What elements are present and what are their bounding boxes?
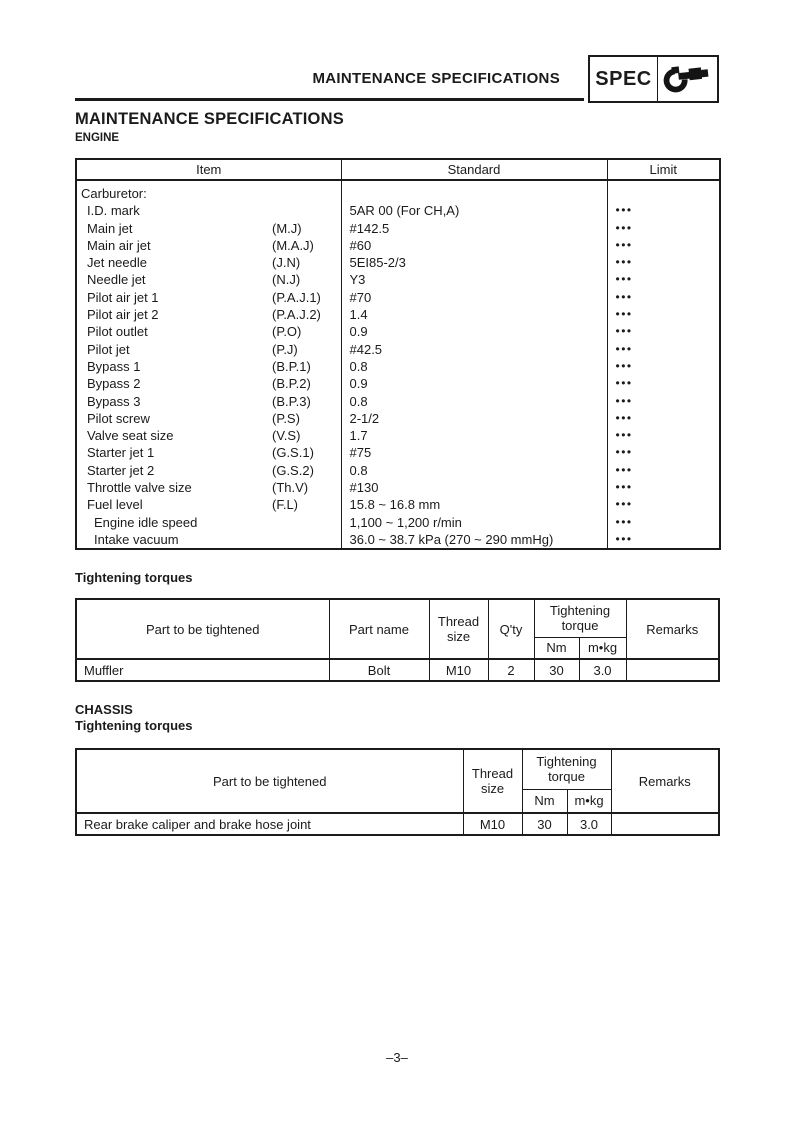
item-label: Bypass 3 xyxy=(87,393,141,409)
thread-size-value: M10 xyxy=(429,659,488,681)
item-label: Starter jet 2 xyxy=(87,462,155,478)
item-abbr: (P.S) xyxy=(272,410,300,426)
table-row xyxy=(76,393,720,410)
table-header-row xyxy=(76,749,719,789)
limit-value: ••• xyxy=(607,202,720,219)
standard-value: 36.0 ~ 38.7 kPa (270 ~ 290 mmHg) xyxy=(341,531,607,549)
table-row xyxy=(76,514,720,531)
standard-value xyxy=(341,180,607,202)
table-row xyxy=(76,531,720,549)
section-label-chassis: CHASSIS xyxy=(75,702,133,717)
micrometer-icon xyxy=(658,57,717,101)
limit-value: ••• xyxy=(607,427,720,444)
page-number: –3– xyxy=(386,1050,408,1065)
limit-value: ••• xyxy=(607,514,720,531)
col-header-tightening-torque: Tightening torque xyxy=(522,749,611,789)
standard-value: 0.9 xyxy=(341,323,607,340)
item-abbr: (N.J) xyxy=(272,272,301,288)
limit-value: ••• xyxy=(607,375,720,392)
col-header-thread-size: Thread size xyxy=(463,749,522,813)
standard-value: #142.5 xyxy=(341,220,607,237)
limit-value: ••• xyxy=(607,358,720,375)
part-value: Muffler xyxy=(76,659,329,681)
limit-value: ••• xyxy=(607,462,720,479)
item-label: Intake vacuum xyxy=(94,531,179,547)
item-label: Jet needle xyxy=(87,255,147,271)
qty-value: 2 xyxy=(488,659,534,681)
limit-value: ••• xyxy=(607,410,720,427)
item-label: Bypass 2 xyxy=(87,376,141,392)
table-row xyxy=(76,306,720,323)
running-header: MAINTENANCE SPECIFICATIONS xyxy=(312,70,560,87)
item-label: Engine idle speed xyxy=(94,514,198,530)
limit-value: ••• xyxy=(607,341,720,358)
standard-value: 5AR 00 (For CH,A) xyxy=(341,202,607,219)
limit-value: ••• xyxy=(607,306,720,323)
section-label-engine: ENGINE xyxy=(75,132,120,144)
table-header-row xyxy=(76,599,719,637)
thread-size-value: M10 xyxy=(463,813,522,835)
standard-value: #75 xyxy=(341,444,607,461)
limit-value: ••• xyxy=(607,531,720,549)
limit-value: ••• xyxy=(607,393,720,410)
mkg-value: 3.0 xyxy=(567,813,611,835)
item-label: Main air jet xyxy=(87,237,151,253)
table-row xyxy=(76,289,720,306)
limit-value: ••• xyxy=(607,323,720,340)
standard-value: Y3 xyxy=(341,271,607,288)
col-header-nm: Nm xyxy=(534,637,579,659)
item-abbr: (M.J) xyxy=(272,220,302,236)
header-rule xyxy=(75,98,584,101)
limit-value: ••• xyxy=(607,444,720,461)
col-header-mkg: m•kg xyxy=(579,637,626,659)
engine-torque-table xyxy=(75,598,720,682)
standard-value: 1.7 xyxy=(341,427,607,444)
limit-value: ••• xyxy=(607,271,720,288)
mkg-value: 3.0 xyxy=(579,659,626,681)
table-row xyxy=(76,271,720,288)
standard-value: 5EI85-2/3 xyxy=(341,254,607,271)
item-label: Main jet xyxy=(87,220,133,236)
limit-value: ••• xyxy=(607,254,720,271)
col-header-part: Part to be tightened xyxy=(76,599,329,659)
standard-value: 15.8 ~ 16.8 mm xyxy=(341,496,607,513)
table-row xyxy=(76,462,720,479)
limit-value: ••• xyxy=(607,289,720,306)
table-row xyxy=(76,341,720,358)
item-abbr: (F.L) xyxy=(272,497,298,513)
standard-value: 0.8 xyxy=(341,462,607,479)
table-row xyxy=(76,323,720,340)
table-row xyxy=(76,220,720,237)
standard-value: #130 xyxy=(341,479,607,496)
nm-value: 30 xyxy=(522,813,567,835)
item-abbr: (G.S.2) xyxy=(272,462,314,478)
table-row xyxy=(76,358,720,375)
limit-value: ••• xyxy=(607,220,720,237)
table-row xyxy=(76,254,720,271)
standard-value: 0.9 xyxy=(341,375,607,392)
item-label: I.D. mark xyxy=(87,203,140,219)
limit-value: ••• xyxy=(607,237,720,254)
item-abbr: (P.O) xyxy=(272,324,302,340)
standard-value: 0.8 xyxy=(341,393,607,410)
standard-value: 1,100 ~ 1,200 r/min xyxy=(341,514,607,531)
col-header-thread-size: Thread size xyxy=(429,599,488,659)
col-header-part: Part to be tightened xyxy=(76,749,463,813)
table-row xyxy=(76,444,720,461)
standard-value: #60 xyxy=(341,237,607,254)
col-header-standard: Standard xyxy=(341,159,607,180)
table-row xyxy=(76,479,720,496)
col-header-mkg: m•kg xyxy=(567,789,611,813)
table-row xyxy=(76,202,720,219)
engine-torques-heading: Tightening torques xyxy=(75,570,193,585)
standard-value: #42.5 xyxy=(341,341,607,358)
page-title: MAINTENANCE SPECIFICATIONS xyxy=(75,110,344,128)
item-abbr: (B.P.3) xyxy=(272,393,311,409)
item-label: Pilot air jet 2 xyxy=(87,307,159,323)
table-row xyxy=(76,375,720,392)
remarks-value xyxy=(611,813,719,835)
item-abbr: (P.A.J.2) xyxy=(272,307,321,323)
col-header-remarks: Remarks xyxy=(626,599,719,659)
item-abbr: (G.S.1) xyxy=(272,445,314,461)
item-label: Pilot screw xyxy=(87,410,150,426)
col-header-part-name: Part name xyxy=(329,599,429,659)
chassis-torques-heading: Tightening torques xyxy=(75,718,193,733)
table-row xyxy=(76,427,720,444)
item-label: Fuel level xyxy=(87,497,143,513)
item-label: Pilot jet xyxy=(87,341,130,357)
item-label: Needle jet xyxy=(87,272,146,288)
item-label: Bypass 1 xyxy=(87,358,141,374)
limit-value: ••• xyxy=(607,479,720,496)
item-label: Carburetor: xyxy=(81,186,147,201)
item-abbr: (J.N) xyxy=(272,255,301,271)
table-row xyxy=(76,496,720,513)
item-abbr: (P.J) xyxy=(272,341,298,357)
col-header-nm: Nm xyxy=(522,789,567,813)
spec-label: SPEC xyxy=(590,57,658,101)
item-abbr: (B.P.2) xyxy=(272,376,311,392)
col-header-remarks: Remarks xyxy=(611,749,719,813)
table-row xyxy=(76,180,720,202)
limit-value xyxy=(607,180,720,202)
col-header-item: Item xyxy=(76,159,341,180)
item-label: Pilot outlet xyxy=(87,324,148,340)
table-row xyxy=(76,659,719,681)
col-header-qty: Q'ty xyxy=(488,599,534,659)
standard-value: 2-1/2 xyxy=(341,410,607,427)
part-name-value: Bolt xyxy=(329,659,429,681)
chassis-torque-table xyxy=(75,748,720,836)
table-row xyxy=(76,813,719,835)
table-row xyxy=(76,237,720,254)
item-label: Starter jet 1 xyxy=(87,445,155,461)
item-label: Pilot air jet 1 xyxy=(87,289,159,305)
item-label: Throttle valve size xyxy=(87,480,192,496)
table-header-row xyxy=(76,159,720,180)
nm-value: 30 xyxy=(534,659,579,681)
col-header-tightening-torque: Tightening torque xyxy=(534,599,626,637)
engine-spec-table xyxy=(75,158,721,550)
item-abbr: (M.A.J) xyxy=(272,237,314,253)
standard-value: 1.4 xyxy=(341,306,607,323)
part-value: Rear brake caliper and brake hose joint xyxy=(76,813,463,835)
item-abbr: (B.P.1) xyxy=(272,358,311,374)
spec-badge xyxy=(588,55,719,103)
table-row xyxy=(76,410,720,427)
standard-value: #70 xyxy=(341,289,607,306)
limit-value: ••• xyxy=(607,496,720,513)
remarks-value xyxy=(626,659,719,681)
item-abbr: (V.S) xyxy=(272,428,301,444)
standard-value: 0.8 xyxy=(341,358,607,375)
col-header-limit: Limit xyxy=(607,159,720,180)
item-abbr: (Th.V) xyxy=(272,480,309,496)
item-abbr: (P.A.J.1) xyxy=(272,289,321,305)
item-label: Valve seat size xyxy=(87,428,174,444)
